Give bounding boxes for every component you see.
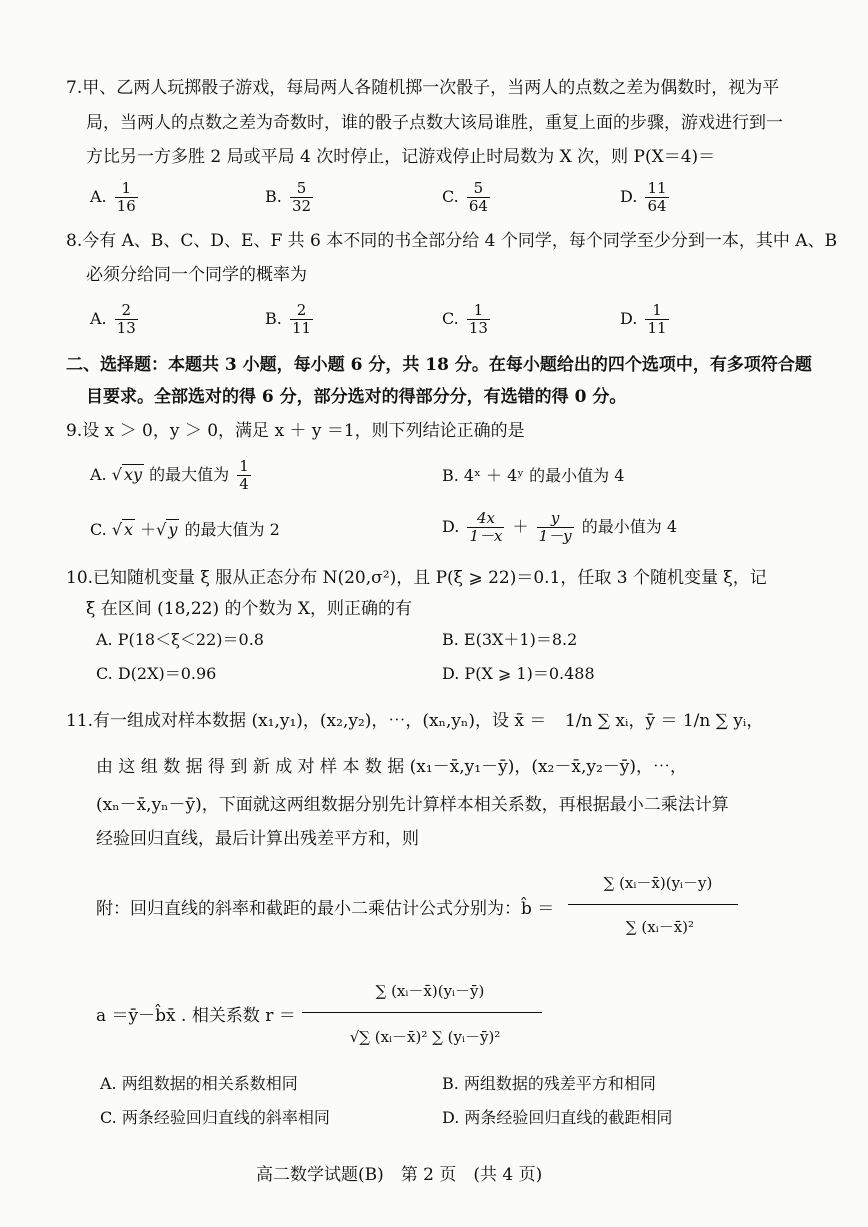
- page-footer: 高二数学试题(B) 第 2 页 (共 4 页): [256, 1165, 543, 1185]
- r-formula-numerator: ∑ (xᵢ－x̄)(yᵢ－ȳ): [375, 982, 485, 1000]
- q9-option-a: A. √ xy 的最大值为 $\frac{1}{4}$: [90, 457, 249, 493]
- q11-line1: 11.有一组成对样本数据 (x₁,y₁)，(x₂,y₂)，⋯，(xₙ,yₙ)，设 x̄ ＝: [66, 711, 547, 731]
- q7-option-c: C. $\frac{5}{64}$: [442, 179, 488, 215]
- sqrt-icon: √: [111, 520, 123, 539]
- fraction: $\frac{y}{1-y}$: [538, 509, 572, 545]
- q8-option-a: A. $\frac{2}{13}$: [90, 301, 136, 337]
- q8-option-c: C. $\frac{1}{13}$: [442, 301, 488, 337]
- fraction: $\frac{1}{11}$: [647, 301, 667, 337]
- r-formula-denominator: √∑ (xᵢ－x̄)² ∑ (yᵢ－ȳ)²: [349, 1028, 501, 1046]
- q9-option-c: C. √ x ＋√ y 的最大值为 2: [90, 520, 280, 539]
- q7-option-b: B. $\frac{5}{32}$: [265, 179, 312, 215]
- q8-option-b: B. $\frac{2}{11}$: [265, 301, 312, 337]
- section2-line1: 二、选择题：本题共 3 小题，每小题 6 分，共 18 分。在每小题给出的四个选项中，有多项符合题: [66, 355, 812, 375]
- fraction: $\frac{11}{64}$: [647, 179, 667, 215]
- section2-line2: 目要求。全部选对的得 6 分，部分选对的得部分分，有选错的得 0 分。: [86, 387, 627, 407]
- q10-line2: ξ 在区间 (18,22) 的个数为 X，则正确的有: [86, 599, 413, 619]
- q11-option-b: B. 两组数据的残差平方和相同: [442, 1074, 656, 1093]
- fraction: $\frac{1}{16}$: [116, 179, 136, 215]
- fraction: $\frac{1}{4}$: [239, 457, 249, 493]
- q9-stem: 9.设 x ＞ 0，y ＞ 0，满足 x ＋ y ＝1，则下列结论正确的是: [66, 421, 525, 441]
- q9-option-b: B. 4ˣ ＋ 4ʸ 的最小值为 4: [442, 466, 625, 485]
- b-formula-numerator: ∑ (xᵢ－x̄)(yᵢ－y): [603, 874, 713, 892]
- fraction: $\frac{2}{13}$: [116, 301, 136, 337]
- fraction: $\frac{4x}{1-x}$: [469, 509, 503, 545]
- q11-line2: 由 这 组 数 据 得 到 新 成 对 样 本 数 据 (x₁－x̄,y₁－ȳ)，(x₂－x̄,y₂－ȳ)，⋯，: [96, 757, 688, 777]
- q11-a-and-r: a ＝ȳ－b̂x̄ . 相关系数 r ＝: [96, 1006, 296, 1026]
- fraction: $\frac{5}{32}$: [291, 179, 312, 215]
- sqrt-icon: √: [156, 520, 167, 539]
- fraction-bar: [568, 904, 738, 905]
- q11-line1-means: 1/n ∑ xᵢ，ȳ ＝ 1/n ∑ yᵢ，: [565, 711, 764, 731]
- q7-line1: 7.甲、乙两人玩掷骰子游戏，每局两人各随机掷一次骰子，当两人的点数之差为偶数时，视为平: [66, 78, 780, 98]
- q7-line3: 方比另一方多胜 2 局或平局 4 次时停止，记游戏停止时局数为 X 次，则 P(X＝4)＝: [86, 147, 716, 167]
- q7-line2: 局，当两人的点数之差为奇数时，谁的骰子点数大该局谁胜，重复上面的步骤，游戏进行到一: [86, 113, 783, 133]
- q8-option-d: D. $\frac{1}{11}$: [620, 301, 667, 337]
- q10-option-c: C. D(2X)＝0.96: [96, 664, 217, 683]
- q11-option-c: C. 两条经验回归直线的斜率相同: [100, 1108, 330, 1127]
- fraction: $\frac{5}{64}$: [468, 179, 488, 215]
- sqrt-icon: √: [111, 465, 122, 484]
- q7-option-d: D. $\frac{11}{64}$: [620, 179, 667, 215]
- q9-option-d: D. $\frac{4x}{1-x}$ ＋ $\frac{y}{1-y}$ 的最小值为 4: [442, 509, 678, 545]
- fraction: $\frac{1}{13}$: [468, 301, 488, 337]
- q11-option-a: A. 两组数据的相关系数相同: [100, 1074, 298, 1093]
- fraction: $\frac{2}{11}$: [291, 301, 312, 337]
- q11-line4: 经验回归直线，最后计算出残差平方和，则: [96, 829, 419, 849]
- b-formula-denominator: ∑ (xᵢ－x̄)²: [625, 918, 695, 936]
- fraction-bar: [302, 1012, 542, 1013]
- q10-option-d: D. P(X ⩾ 1)＝0.488: [442, 664, 595, 683]
- q10-line1: 10.已知随机变量 ξ 服从正态分布 N(20,σ²)，且 P(ξ ⩾ 22)＝0.1，任取 3 个随机变量 ξ，记: [66, 568, 767, 588]
- q7-option-a: A. $\frac{1}{16}$: [90, 179, 136, 215]
- q11-line3: (xₙ－x̄,yₙ－ȳ)，下面就这两组数据分别先计算样本相关系数，再根据最小二乘法计算: [96, 795, 729, 815]
- q11-note: 附：回归直线的斜率和截距的最小二乘估计公式分别为：b̂ ＝: [96, 899, 555, 919]
- q8-line2: 必须分给同一个同学的概率为: [86, 265, 307, 285]
- q10-option-b: B. E(3X＋1)＝8.2: [442, 630, 578, 649]
- q10-option-a: A. P(18＜ξ＜22)＝0.8: [96, 630, 264, 649]
- q8-line1: 8.今有 A、B、C、D、E、F 共 6 本不同的书全部分给 4 个同学，每个同学至少分到一本，其中 A、B: [66, 231, 838, 251]
- q11-option-d: D. 两条经验回归直线的截距相同: [442, 1108, 673, 1127]
